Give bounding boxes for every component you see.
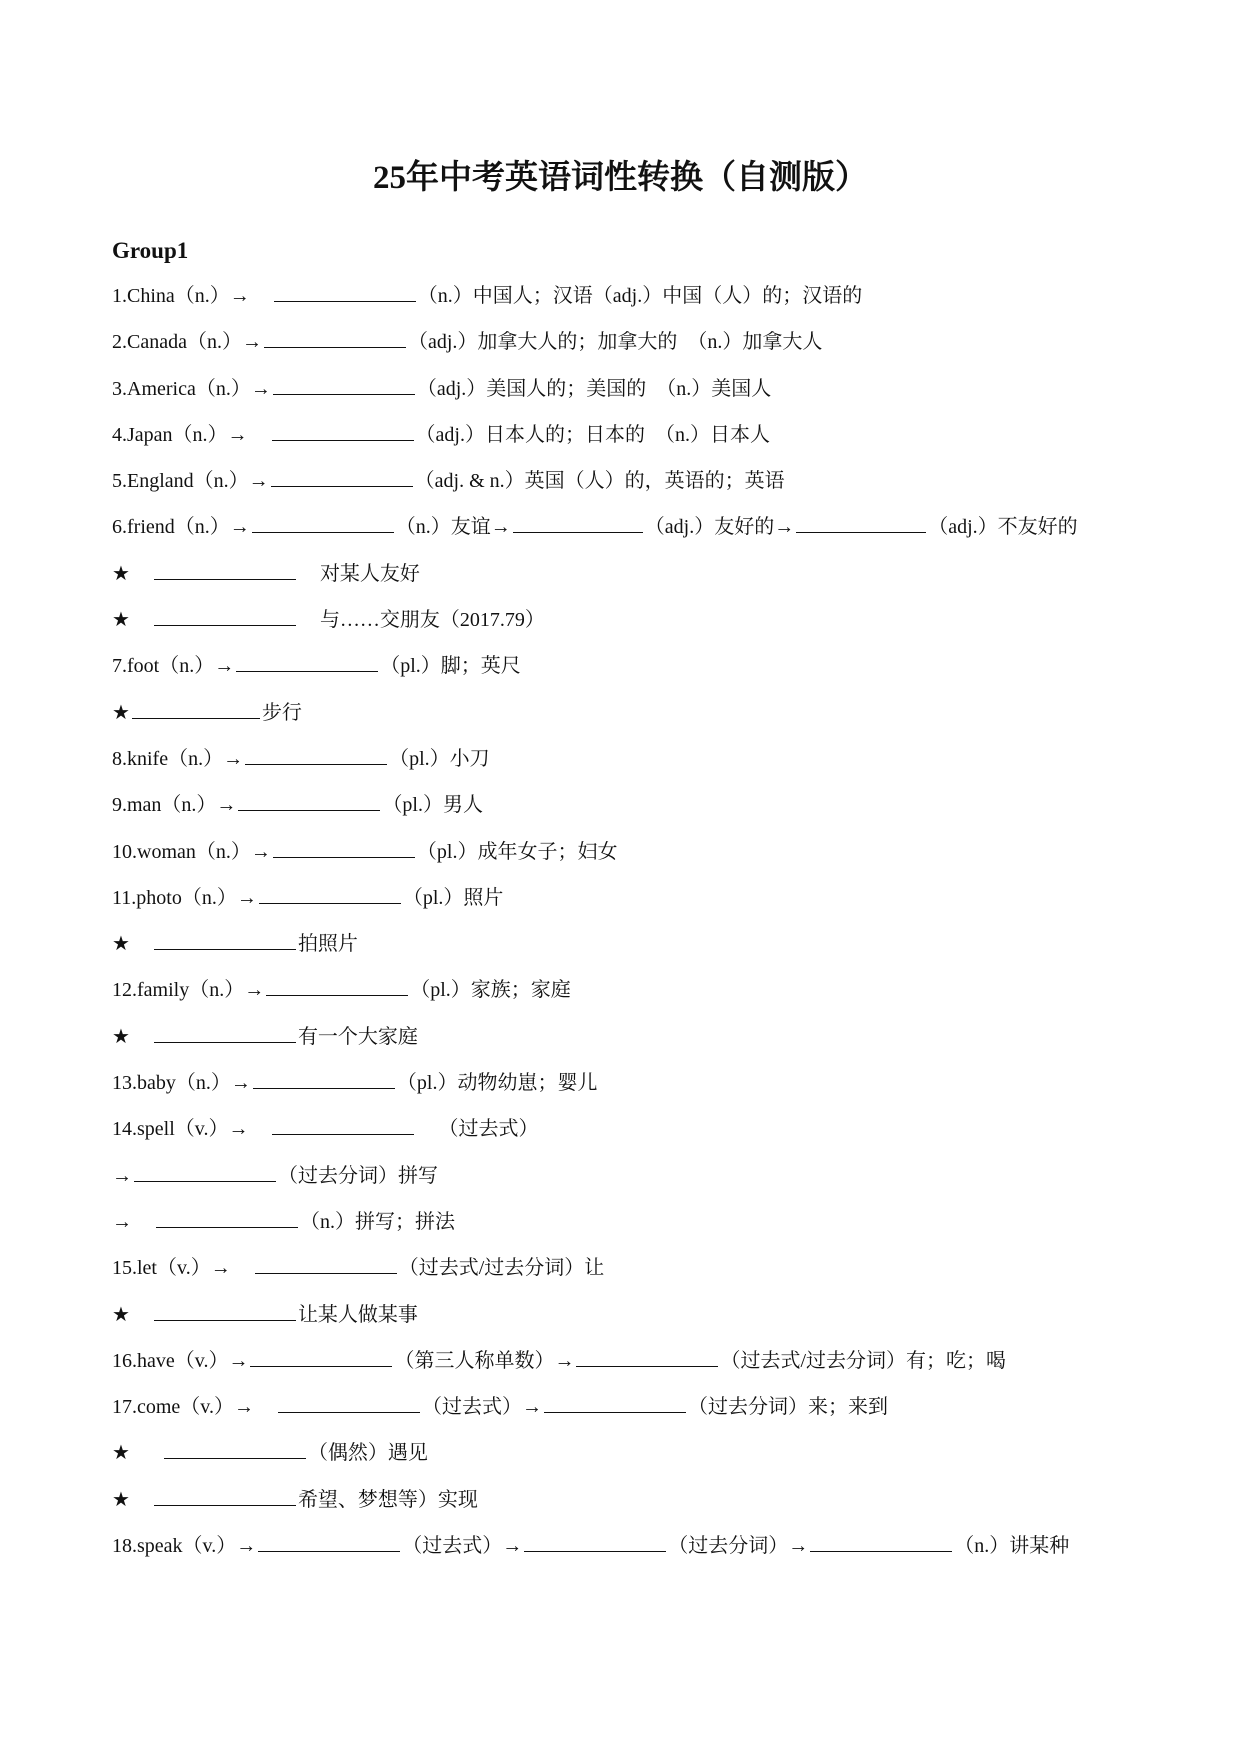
answer-blank[interactable] — [253, 1068, 395, 1089]
answer-blank[interactable] — [252, 512, 394, 533]
answer-blank[interactable] — [259, 883, 401, 904]
exercise-line: 2.Canada（n.）→ （adj.）加拿大人的；加拿大的 （n.）加拿大人 — [112, 327, 1132, 373]
answer-blank[interactable] — [264, 327, 406, 348]
answer-blank[interactable] — [273, 374, 415, 395]
exercise-line: → （过去分词）拼写 — [112, 1161, 1132, 1207]
answer-blank[interactable] — [524, 1531, 666, 1552]
exercise-list — [112, 281, 1132, 1577]
exercise-line: ★ 步行 — [112, 698, 1132, 744]
answer-blank[interactable] — [271, 466, 413, 487]
star-icon: ★ — [112, 1488, 130, 1511]
exercise-line: 4.Japan（n.）→ （adj.）日本人的；日本的 （n.）日本人 — [112, 420, 1132, 466]
star-icon: ★ — [112, 1025, 130, 1048]
exercise-line: 7.foot（n.）→ （pl.）脚；英尺 — [112, 651, 1132, 697]
exercise-line: ★ 与……交朋友（2017.79） — [112, 605, 1132, 651]
exercise-line: 17.come（v.）→ （过去式）→ （过去分词）来；来到 — [112, 1392, 1132, 1438]
answer-blank[interactable] — [796, 512, 926, 533]
exercise-line: → （n.）拼写；拼法 — [112, 1207, 1132, 1253]
group-heading: Group1 — [112, 238, 189, 263]
exercise-line: ★ 让某人做某事 — [112, 1300, 1132, 1346]
page-title: 25年中考英语词性转换（自测版） — [373, 160, 868, 196]
answer-blank[interactable] — [164, 1438, 306, 1459]
answer-blank[interactable] — [154, 1022, 296, 1043]
exercise-line: ★ 希望、梦想等）实现 — [112, 1485, 1132, 1531]
answer-blank[interactable] — [273, 837, 415, 858]
exercise-line: 18.speak（v.）→ （过去式）→ （过去分词）→ （n.）讲某种 — [112, 1531, 1132, 1577]
star-icon: ★ — [112, 1442, 130, 1465]
answer-blank[interactable] — [134, 1161, 276, 1182]
answer-blank[interactable] — [513, 512, 643, 533]
star-icon: ★ — [112, 562, 130, 585]
exercise-line: 9.man（n.）→ （pl.）男人 — [112, 790, 1132, 836]
star-icon: ★ — [112, 933, 130, 956]
answer-blank[interactable] — [154, 929, 296, 950]
exercise-line: 3.America（n.）→ （adj.）美国人的；美国的 （n.）美国人 — [112, 374, 1132, 420]
answer-blank[interactable] — [154, 559, 296, 580]
exercise-line: 5.England（n.）→ （adj. & n.）英国（人）的，英语的；英语 — [112, 466, 1132, 512]
exercise-line: 1.China（n.）→ （n.）中国人；汉语（adj.）中国（人）的；汉语的 — [112, 281, 1132, 327]
answer-blank[interactable] — [255, 1253, 397, 1274]
exercise-line: 10.woman（n.）→ （pl.）成年女子；妇女 — [112, 837, 1132, 883]
answer-blank[interactable] — [154, 1485, 296, 1506]
answer-blank[interactable] — [154, 605, 296, 626]
exercise-line: 14.spell（v.）→ （过去式） — [112, 1114, 1132, 1160]
star-icon: ★ — [112, 609, 130, 632]
exercise-line: ★ （偶然）遇见 — [112, 1438, 1132, 1484]
exercise-line: ★ 拍照片 — [112, 929, 1132, 975]
answer-blank[interactable] — [258, 1531, 400, 1552]
answer-blank[interactable] — [238, 790, 380, 811]
arrow-icon: → — [112, 1164, 132, 1187]
exercise-line: 6.friend（n.）→ （n.）友谊→ （adj.）友好的→ （adj.）不友好的 — [112, 512, 1132, 558]
answer-blank[interactable] — [156, 1207, 298, 1228]
exercise-line: 16.have（v.）→ （第三人称单数）→ （过去式/过去分词）有；吃；喝 — [112, 1346, 1132, 1392]
exercise-line: 15.let（v.）→ （过去式/过去分词）让 — [112, 1253, 1132, 1299]
exercise-line: 13.baby（n.）→ （pl.）动物幼崽；婴儿 — [112, 1068, 1132, 1114]
answer-blank[interactable] — [272, 420, 414, 441]
star-icon: ★ — [112, 701, 130, 724]
answer-blank[interactable] — [250, 1346, 392, 1367]
arrow-icon: → — [112, 1210, 132, 1233]
answer-blank[interactable] — [576, 1346, 718, 1367]
exercise-line: ★ 对某人友好 — [112, 559, 1132, 605]
exercise-line: 12.family（n.）→ （pl.）家族；家庭 — [112, 975, 1132, 1021]
answer-blank[interactable] — [272, 1114, 414, 1135]
answer-blank[interactable] — [278, 1392, 420, 1413]
answer-blank[interactable] — [245, 744, 387, 765]
answer-blank[interactable] — [236, 651, 378, 672]
answer-blank[interactable] — [154, 1300, 296, 1321]
exercise-line: ★ 有一个大家庭 — [112, 1022, 1132, 1068]
answer-blank[interactable] — [266, 975, 408, 996]
answer-blank[interactable] — [810, 1531, 952, 1552]
answer-blank[interactable] — [544, 1392, 686, 1413]
exercise-line: 11.photo（n.）→ （pl.）照片 — [112, 883, 1132, 929]
answer-blank[interactable] — [132, 698, 260, 719]
answer-blank[interactable] — [274, 281, 416, 302]
star-icon: ★ — [112, 1303, 130, 1326]
exercise-line: 8.knife（n.）→ （pl.）小刀 — [112, 744, 1132, 790]
